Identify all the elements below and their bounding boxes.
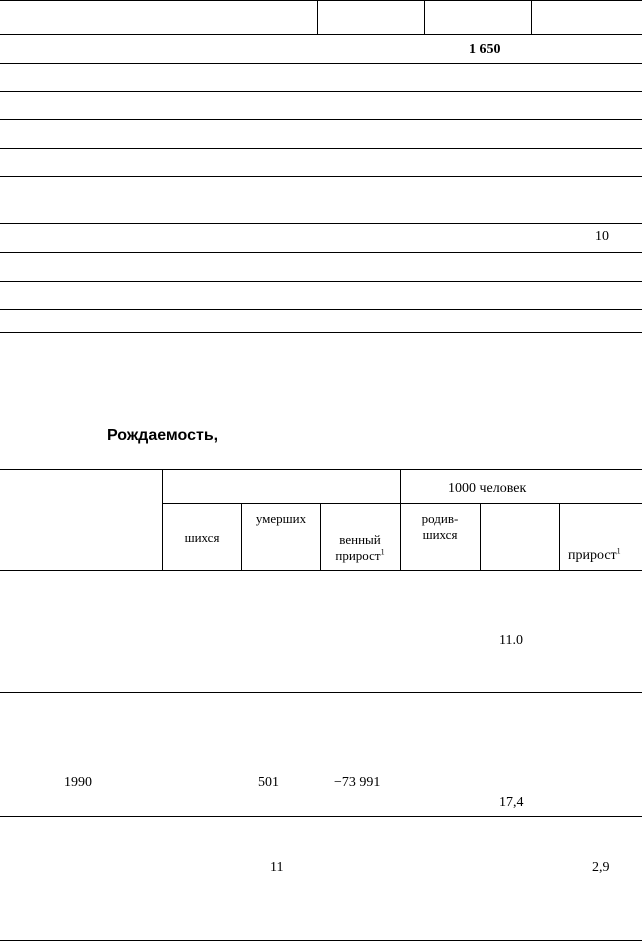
top-table-row-divider <box>0 309 642 310</box>
top-table-row-divider <box>0 91 642 92</box>
header-births2-line1: родив- <box>421 511 459 526</box>
header-births-fragment: шихся <box>184 530 220 545</box>
cell-deaths: 11 <box>270 860 284 875</box>
lower-table-border <box>0 940 642 941</box>
lower-table-col-divider <box>480 503 481 571</box>
top-table-row-divider <box>0 63 642 64</box>
lower-table-row-divider <box>0 816 642 817</box>
top-table-row-divider <box>0 281 642 282</box>
header-births2-line2: шихся <box>422 527 458 542</box>
top-table-col-divider <box>531 0 532 34</box>
header-group-per-1000: 1000 человек <box>448 481 527 496</box>
cell-deaths: 501 <box>258 775 279 790</box>
footnote-mark: 1 <box>380 547 385 557</box>
top-table-col-divider <box>424 0 425 34</box>
lower-table-row-divider <box>0 692 642 693</box>
top-table-row-divider <box>0 148 642 149</box>
cell-natural-rate: 2,9 <box>592 860 610 875</box>
lower-table-header-divider <box>162 503 642 504</box>
top-table-row-divider <box>0 34 642 35</box>
lower-table-border <box>0 469 642 470</box>
top-table-row-divider <box>0 176 642 177</box>
top-table-cell-value: 10 <box>595 229 609 244</box>
cell-rate: 17,4 <box>499 795 524 810</box>
top-table-row-divider <box>0 252 642 253</box>
top-table-col-divider <box>317 0 318 34</box>
header-natural-line2: прирост$^1$ <box>335 547 385 563</box>
top-table-row-divider <box>0 223 642 224</box>
top-table-border <box>0 0 642 1</box>
lower-table-header-bottom <box>0 570 642 571</box>
cell-year: 1990 <box>64 775 92 790</box>
cell-natural-increase: −73 991 <box>334 775 381 790</box>
header-natural2: прирост$^1$ <box>568 546 621 563</box>
footnote-mark: 1 <box>616 546 621 556</box>
top-table-border <box>0 332 642 333</box>
cell-rate: 11.0 <box>499 633 523 648</box>
top-table-row-divider <box>0 119 642 120</box>
lower-table-col-divider <box>162 469 163 571</box>
header-deaths: умерших <box>255 511 307 526</box>
section-title: Рождаемость, <box>107 427 219 444</box>
header-natural-line1: венный <box>339 532 381 547</box>
lower-table-col-divider <box>559 503 560 571</box>
top-table-cell-value: 1 650 <box>469 42 501 57</box>
